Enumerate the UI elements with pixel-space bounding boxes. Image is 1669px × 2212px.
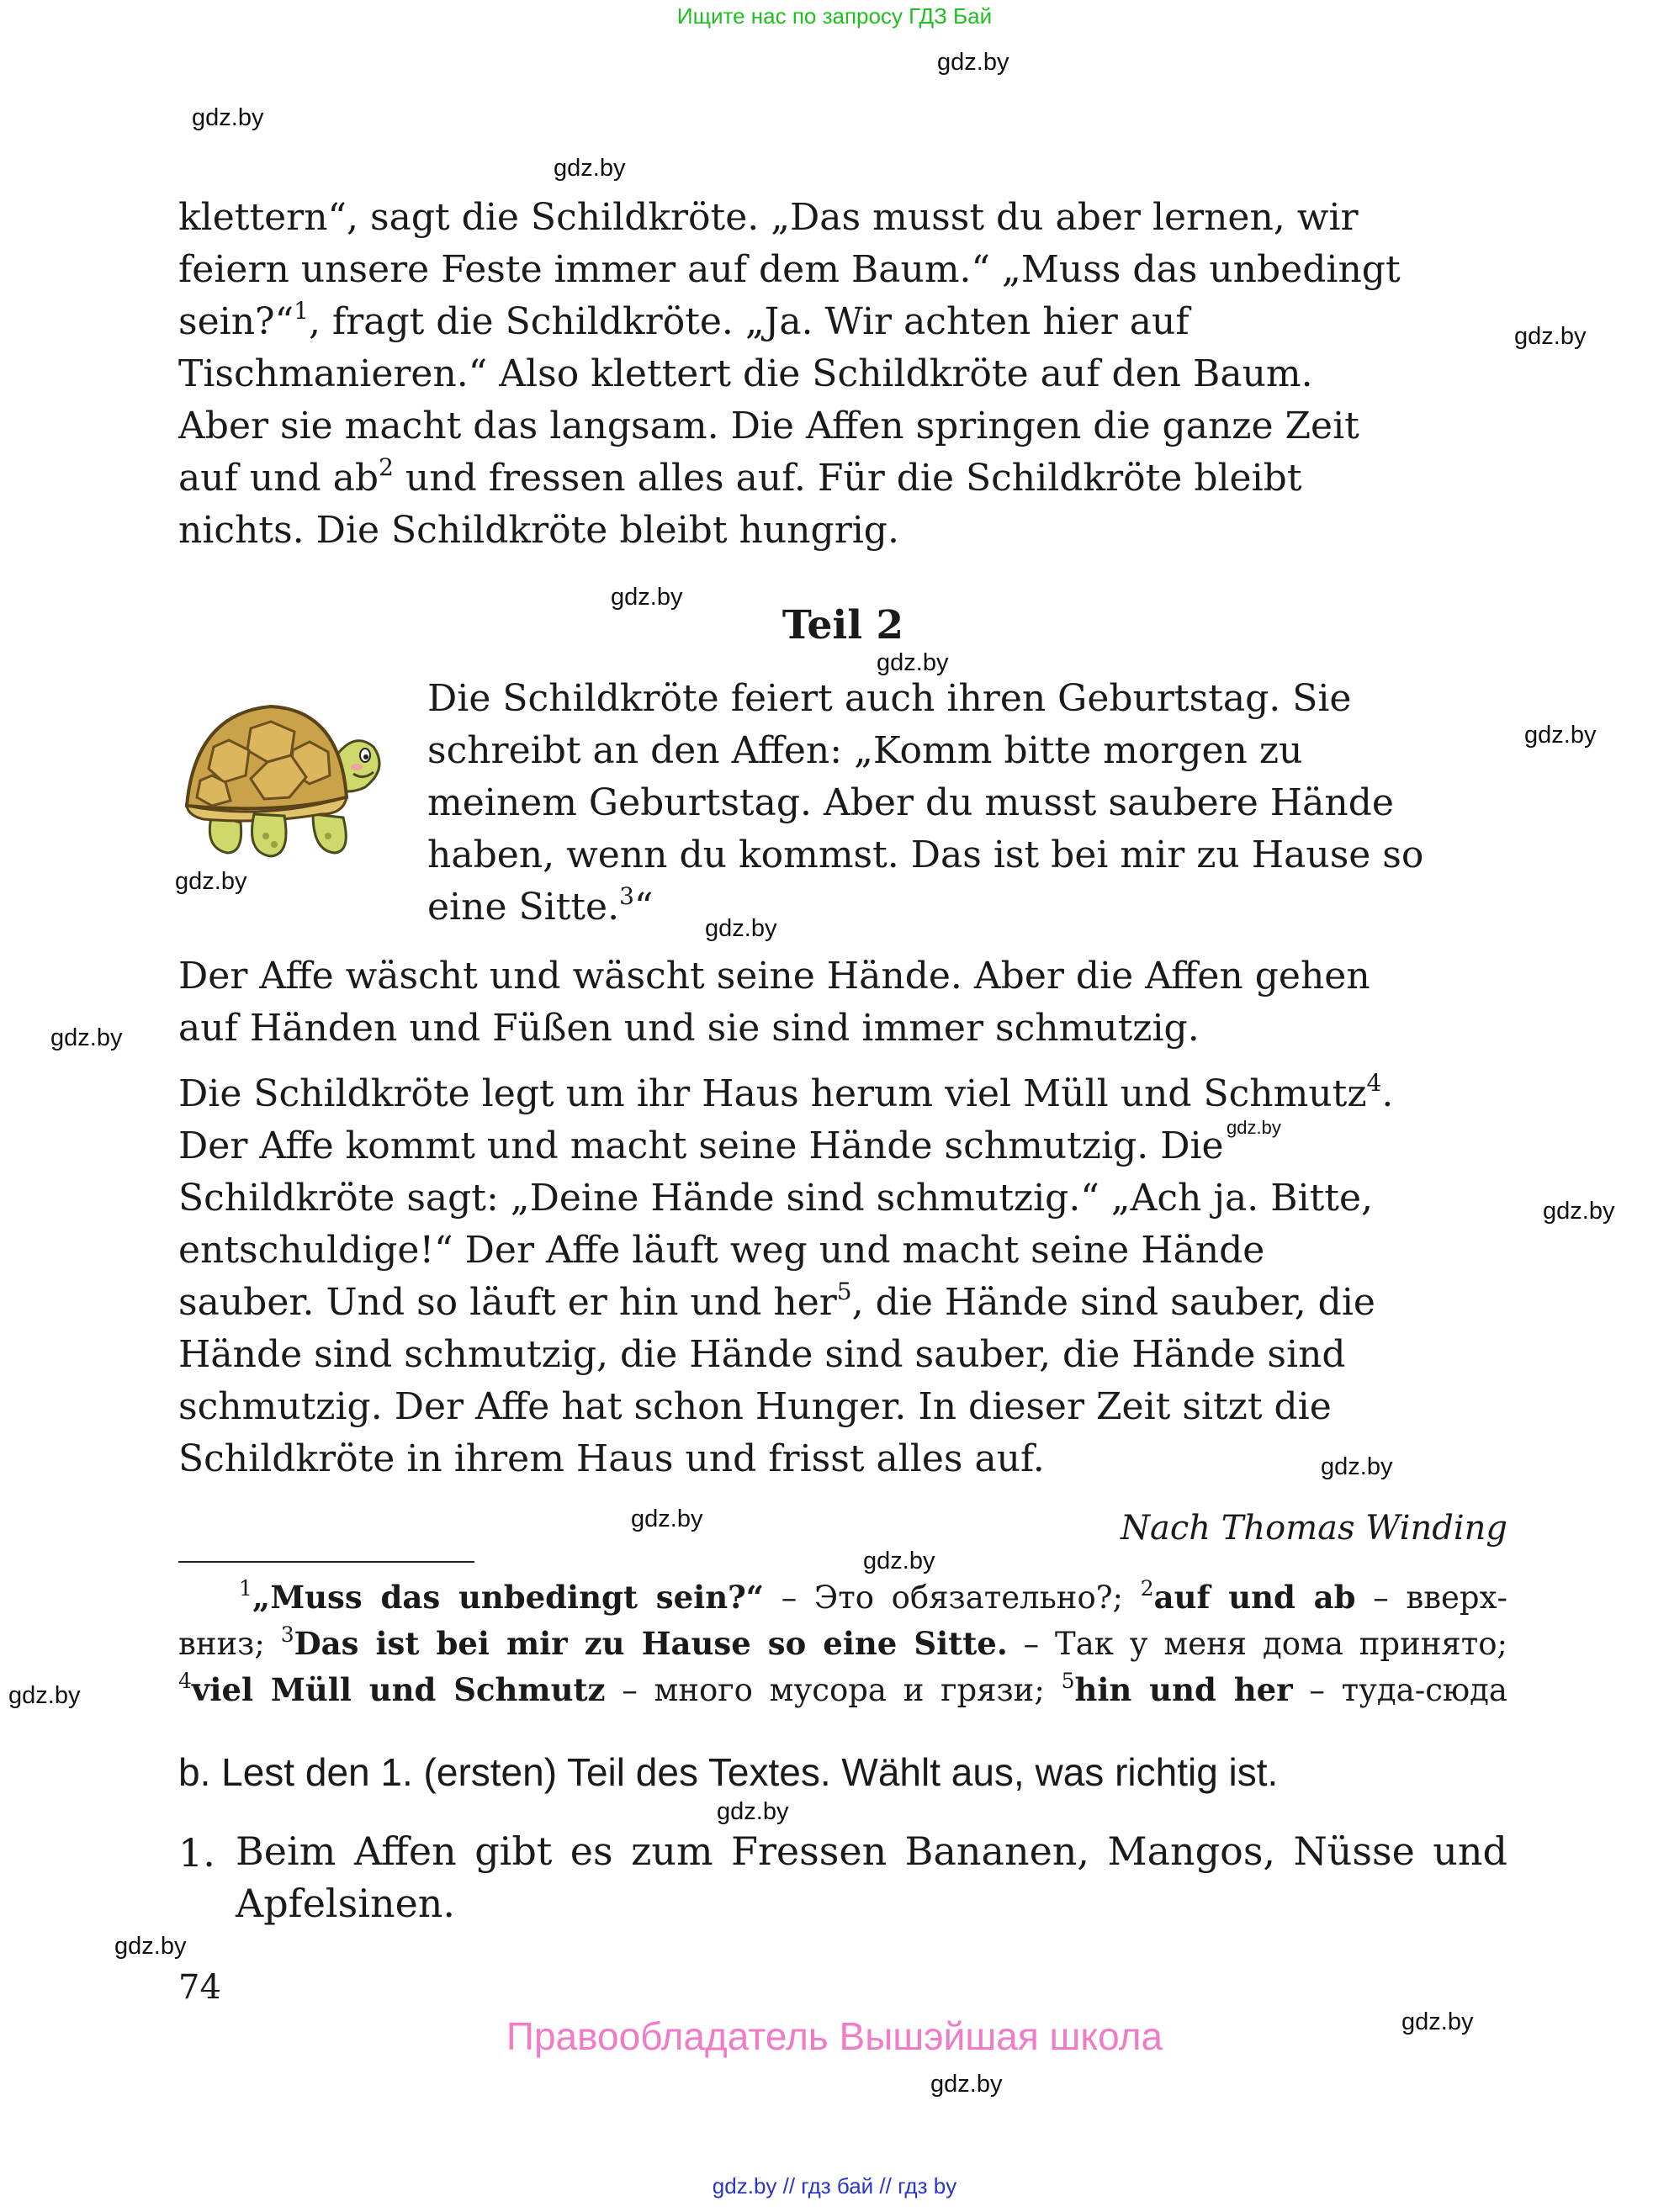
watermark: gdz.by <box>1401 2008 1474 2035</box>
text-line: auf Händen und Füßen und sie sind immer schmutzig. <box>178 1007 1200 1050</box>
text-line: sein?“$^1$, fragt die Schildkröte. „Ja. Wir achten hier auf <box>178 297 1189 343</box>
part2-paragraph-2 <box>178 950 1507 1055</box>
watermark: gdz.by <box>1321 1453 1393 1480</box>
part1-paragraph <box>178 192 1507 557</box>
text-line: Der Affe wäscht und wäscht seine Hände. Aber die Affen gehen <box>178 955 1370 998</box>
text-line: nichts. Die Schildkröte bleibt hungrig. <box>178 509 899 552</box>
text-line: eine Sitte.$^3$“ <box>427 882 654 929</box>
watermark: gdz.by <box>554 155 626 182</box>
footnote-line: вниз; $^3$Das ist bei mir zu Hause so eine Sitte. – Так у меня дома принято; <box>178 1622 1507 1662</box>
text-line: Der Affe kommt und macht seine Hände schmutzig. Die <box>178 1125 1224 1167</box>
text-line: entschuldige!“ Der Affe läuft weg und macht seine Hände <box>178 1229 1265 1272</box>
page-number: 74 <box>178 1968 221 2007</box>
footnote-divider <box>178 1561 474 1563</box>
footnote-mark: 3 <box>619 882 634 910</box>
text-line: meinem Geburtstag. Aber du musst saubere Hände <box>427 781 1394 824</box>
watermark: gdz.by <box>8 1682 81 1709</box>
text-line: haben, wenn du kommst. Das ist bei mir zu Hause so <box>427 833 1424 876</box>
part2-intro-paragraph <box>427 673 1507 934</box>
footnote-mark: 4 <box>1366 1069 1382 1097</box>
footnote-line: $^4$viel Müll und Schmutz – много мусора и грязи; $^5$hin und her – туда-сюда <box>178 1669 1507 1708</box>
text-line: sauber. Und so läuft er hin und her$^5$, die Hände sind sauber, die <box>178 1278 1375 1324</box>
watermark: gdz.by <box>611 584 683 611</box>
text-line: auf und $ab^2$ und fressen alles auf. Für die Schildkröte bleibt <box>178 453 1302 500</box>
item-number: 1. <box>178 1830 215 1876</box>
watermark: gdz.by <box>937 49 1009 76</box>
watermark: gdz.by <box>863 1548 935 1574</box>
footnote-mark: 1 <box>294 297 309 325</box>
watermark: gdz.by <box>1543 1198 1615 1225</box>
watermark: gdz.by <box>1227 1117 1281 1138</box>
text-line: Schildkröte sagt: „Deine Hände sind schmutzig.“ „Ach ja. Bitte, <box>178 1177 1373 1220</box>
turtle-icon <box>178 688 384 865</box>
footnotes <box>178 1574 1507 1713</box>
watermark: gdz.by <box>192 104 264 131</box>
watermark: gdz.by <box>930 2071 1003 2098</box>
watermark: gdz.by <box>705 915 777 942</box>
watermark: gdz.by <box>631 1506 703 1532</box>
watermark: gdz.by <box>1524 722 1597 749</box>
text-line: schmutzig. Der Affe hat schon Hunger. In dieser Zeit sitzt die <box>178 1385 1332 1428</box>
footnote-mark: 5 <box>836 1278 852 1305</box>
text-line: Tischmanieren.“ Also klettert die Schildkröte auf den Baum. <box>178 352 1313 395</box>
footnote-mark: 2 <box>379 453 394 481</box>
footer-links[interactable]: gdz.by // гдз бай // гдз by <box>712 2173 957 2199</box>
text-line: Die Schildkröte feiert auch ihren Geburtstag. Sie <box>427 677 1352 720</box>
item-text: Beim Affen gibt es zum Fressen Bananen, Mangos, Nüsse und Apfelsinen. <box>236 1828 1507 1926</box>
top-banner: Ищите нас по запросу ГДЗ Бай <box>676 3 993 29</box>
text-line: feiern unsere Feste immer auf dem Baum.“ „Muss das unbedingt <box>178 248 1401 291</box>
turtle-illustration <box>178 688 384 865</box>
watermark: gdz.by <box>1514 323 1587 350</box>
watermark: gdz.by <box>114 1933 187 1960</box>
text-line: Aber sie macht das langsam. Die Affen springen die ganze Zeit <box>178 405 1359 447</box>
text-line: Schildkröte in ihrem Haus und frisst alles auf. <box>178 1437 1045 1480</box>
part2-paragraph-3 <box>178 1068 1507 1485</box>
watermark: gdz.by <box>877 649 949 676</box>
task-b-instruction: b. Lest den 1. (ersten) Teil des Textes. Wählt aus, was richtig ist. <box>178 1750 1279 1794</box>
section-heading: Teil 2 <box>782 602 904 648</box>
text-line: Die Schildkröte legt um ihr Haus herum viel Müll und Schmutz$^4$. <box>178 1069 1394 1115</box>
watermark: gdz.by <box>50 1024 123 1051</box>
watermark: gdz.by <box>175 868 247 895</box>
author-credit: Nach Thomas Winding <box>1121 1509 1507 1548</box>
text-line: klettern“, sagt die Schildkröte. „Das musst du aber lernen, wir <box>178 196 1359 239</box>
footnote-line: $^1$„Muss das unbedingt sein?“ – Это обязательно?; $^2$auf und ab – вверх- <box>239 1576 1507 1616</box>
text-line: schreibt an den Affen: „Komm bitte morgen zu <box>427 729 1303 772</box>
watermark: gdz.by <box>717 1798 789 1825</box>
copyright-notice: Правообладатель Вышэйшая школа <box>506 2014 1163 2058</box>
text-line: Hände sind schmutzig, die Hände sind sauber, die Hände sind <box>178 1333 1346 1376</box>
